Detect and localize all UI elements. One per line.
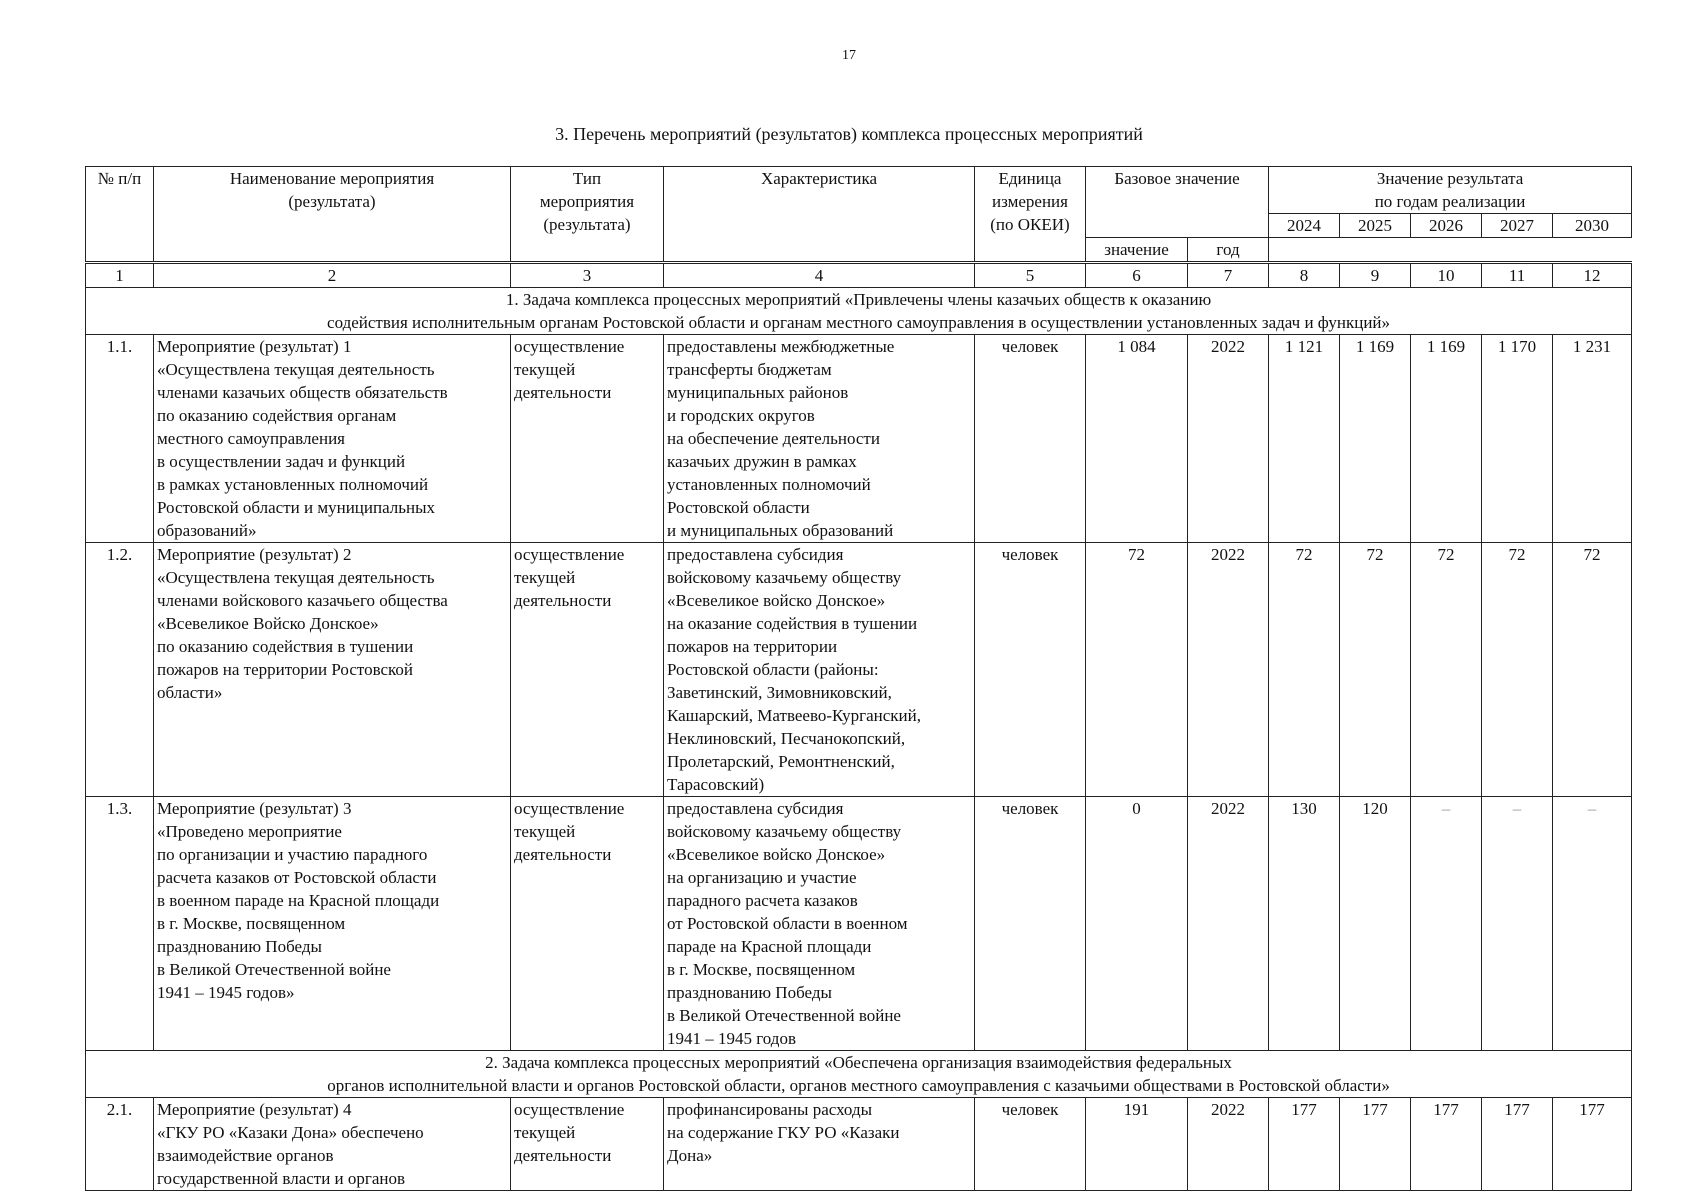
measure-year-value: 72: [1340, 543, 1411, 797]
measure-year-value: 177: [1553, 1098, 1632, 1191]
measure-name: Мероприятие (результат) 2 «Осуществлена текущая деятельность членами войскового казачьего общества «Всевеликое Войско Донское» по оказанию содействия в тушении пожаров на территории Ростовской области»: [154, 543, 511, 797]
measure-type: осуществление текущей деятельности: [511, 797, 664, 1051]
measure-name: Мероприятие (результат) 4 «ГКУ РО «Казаки Дона» обеспечено взаимодействие органов государственной власти и органов: [154, 1098, 511, 1191]
measure-unit: человек: [975, 335, 1086, 543]
measure-year-value: 1 170: [1482, 335, 1553, 543]
measure-year-value: 177: [1411, 1098, 1482, 1191]
measures-table: [85, 166, 1632, 1191]
measure-name: Мероприятие (результат) 3 «Проведено мероприятие по организации и участию парадного расчета казаков от Ростовской области в военном параде на Красной площади в г. Москве, посвященном празднованию Победы в Великой Отечественной войне 1941 – 1945 годов»: [154, 797, 511, 1051]
measure-year-value: –: [1553, 797, 1632, 1051]
measure-base-value: 0: [1086, 797, 1188, 1051]
measure-type: осуществление текущей деятельности: [511, 335, 664, 543]
column-number: 9: [1340, 263, 1411, 288]
header-year-2024: 2024: [1269, 214, 1340, 238]
task-title: 2. Задача комплекса процессных мероприятий «Обеспечена организация взаимодействия федеральных органов исполнительной власти и органов Ростовской области, органов местного самоуправления с казачьими обществами в Ростовской области»: [86, 1051, 1632, 1098]
measure-num: 1.2.: [86, 543, 154, 797]
measure-year-value: 130: [1269, 797, 1340, 1051]
header-name: Наименование мероприятия (результата): [154, 167, 511, 263]
measure-characteristic: предоставлена субсидия войсковому казачьему обществу «Всевеликое войско Донское» на организацию и участие парадного расчета казаков от Ростовской области в военном параде на Красной площади в г. Москве, посвященном празднованию Победы в Великой Отечественной войне 1941 – 1945 годов: [664, 797, 975, 1051]
page-number: 17: [842, 48, 856, 63]
measure-base-value: 72: [1086, 543, 1188, 797]
measure-characteristic: профинансированы расходы на содержание ГКУ РО «Казаки Дона»: [664, 1098, 975, 1191]
measure-row: [86, 543, 1632, 797]
measure-base-value: 191: [1086, 1098, 1188, 1191]
column-number: 12: [1553, 263, 1632, 288]
column-number: 11: [1482, 263, 1553, 288]
column-number: 3: [511, 263, 664, 288]
measure-num: 1.3.: [86, 797, 154, 1051]
header-results: Значение результата по годам реализации: [1269, 167, 1632, 214]
measure-year-value: 177: [1340, 1098, 1411, 1191]
header-unit: Единица измерения (по ОКЕИ): [975, 167, 1086, 263]
measure-year-value: 72: [1482, 543, 1553, 797]
measure-base-year: 2022: [1188, 797, 1269, 1051]
measure-unit: человек: [975, 543, 1086, 797]
measure-year-value: 177: [1269, 1098, 1340, 1191]
measure-characteristic: предоставлены межбюджетные трансферты бюджетам муниципальных районов и городских округов на обеспечение деятельности казачьих дружин в рамках установленных полномочий Ростовской области и муниципальных образований: [664, 335, 975, 543]
column-number: 8: [1269, 263, 1340, 288]
table-title: 3. Перечень мероприятий (результатов) комплекса процессных мероприятий: [555, 124, 1143, 144]
column-number: 2: [154, 263, 511, 288]
measure-unit: человек: [975, 1098, 1086, 1191]
header-base-year: год: [1188, 238, 1269, 263]
header-row-1: [86, 167, 1632, 214]
measure-year-value: 72: [1269, 543, 1340, 797]
measure-year-value: 1 169: [1340, 335, 1411, 543]
header-num: № п/п: [86, 167, 154, 263]
measure-year-value: 72: [1411, 543, 1482, 797]
measure-year-value: 177: [1482, 1098, 1553, 1191]
column-number: 6: [1086, 263, 1188, 288]
header-year-2027: 2027: [1482, 214, 1553, 238]
column-numbers-row: [86, 263, 1632, 288]
measure-base-value: 1 084: [1086, 335, 1188, 543]
measure-characteristic: предоставлена субсидия войсковому казачьему обществу «Всевеликое войско Донское» на оказание содействия в тушении пожаров на территории Ростовской области (районы: Заветинский, Зимовниковский, Кашарский, Матвеево-Курганский, Неклиновский, Песчанокопский, Пролетарский, Ремонтненский, Тарасовский): [664, 543, 975, 797]
column-number: 10: [1411, 263, 1482, 288]
measure-year-value: –: [1411, 797, 1482, 1051]
task-row: [86, 288, 1632, 335]
task-title: 1. Задача комплекса процессных мероприятий «Привлечены члены казачьих обществ к оказанию содействия исполнительным органам Ростовской области и органам местного самоуправления в осуществлении установленных задач и функций»: [86, 288, 1632, 335]
measure-base-year: 2022: [1188, 335, 1269, 543]
measure-type: осуществление текущей деятельности: [511, 1098, 664, 1191]
header-year-2030: 2030: [1553, 214, 1632, 238]
table-body: [86, 263, 1632, 1191]
measure-year-value: 72: [1553, 543, 1632, 797]
measure-year-value: 120: [1340, 797, 1411, 1051]
column-number: 1: [86, 263, 154, 288]
measure-num: 2.1.: [86, 1098, 154, 1191]
measure-base-year: 2022: [1188, 1098, 1269, 1191]
measure-unit: человек: [975, 797, 1086, 1051]
column-number: 7: [1188, 263, 1269, 288]
header-base: Базовое значение: [1086, 167, 1269, 238]
measure-year-value: 1 169: [1411, 335, 1482, 543]
measure-year-value: 1 231: [1553, 335, 1632, 543]
header-characteristic: Характеристика: [664, 167, 975, 263]
measure-row: [86, 797, 1632, 1051]
header-base-value: значение: [1086, 238, 1188, 263]
measure-year-value: 1 121: [1269, 335, 1340, 543]
header-year-2026: 2026: [1411, 214, 1482, 238]
measure-name: Мероприятие (результат) 1 «Осуществлена текущая деятельность членами казачьих обществ обязательств по оказанию содействия органам местного самоуправления в осуществлении задач и функций в рамках установленных полномочий Ростовской области и муниципальных образований»: [154, 335, 511, 543]
measure-type: осуществление текущей деятельности: [511, 543, 664, 797]
measure-row: [86, 335, 1632, 543]
header-year-2025: 2025: [1340, 214, 1411, 238]
column-number: 5: [975, 263, 1086, 288]
measure-row: [86, 1098, 1632, 1191]
measure-num: 1.1.: [86, 335, 154, 543]
measure-year-value: –: [1482, 797, 1553, 1051]
header-type: Тип мероприятия (результата): [511, 167, 664, 263]
measure-base-year: 2022: [1188, 543, 1269, 797]
task-row: [86, 1051, 1632, 1098]
column-number: 4: [664, 263, 975, 288]
